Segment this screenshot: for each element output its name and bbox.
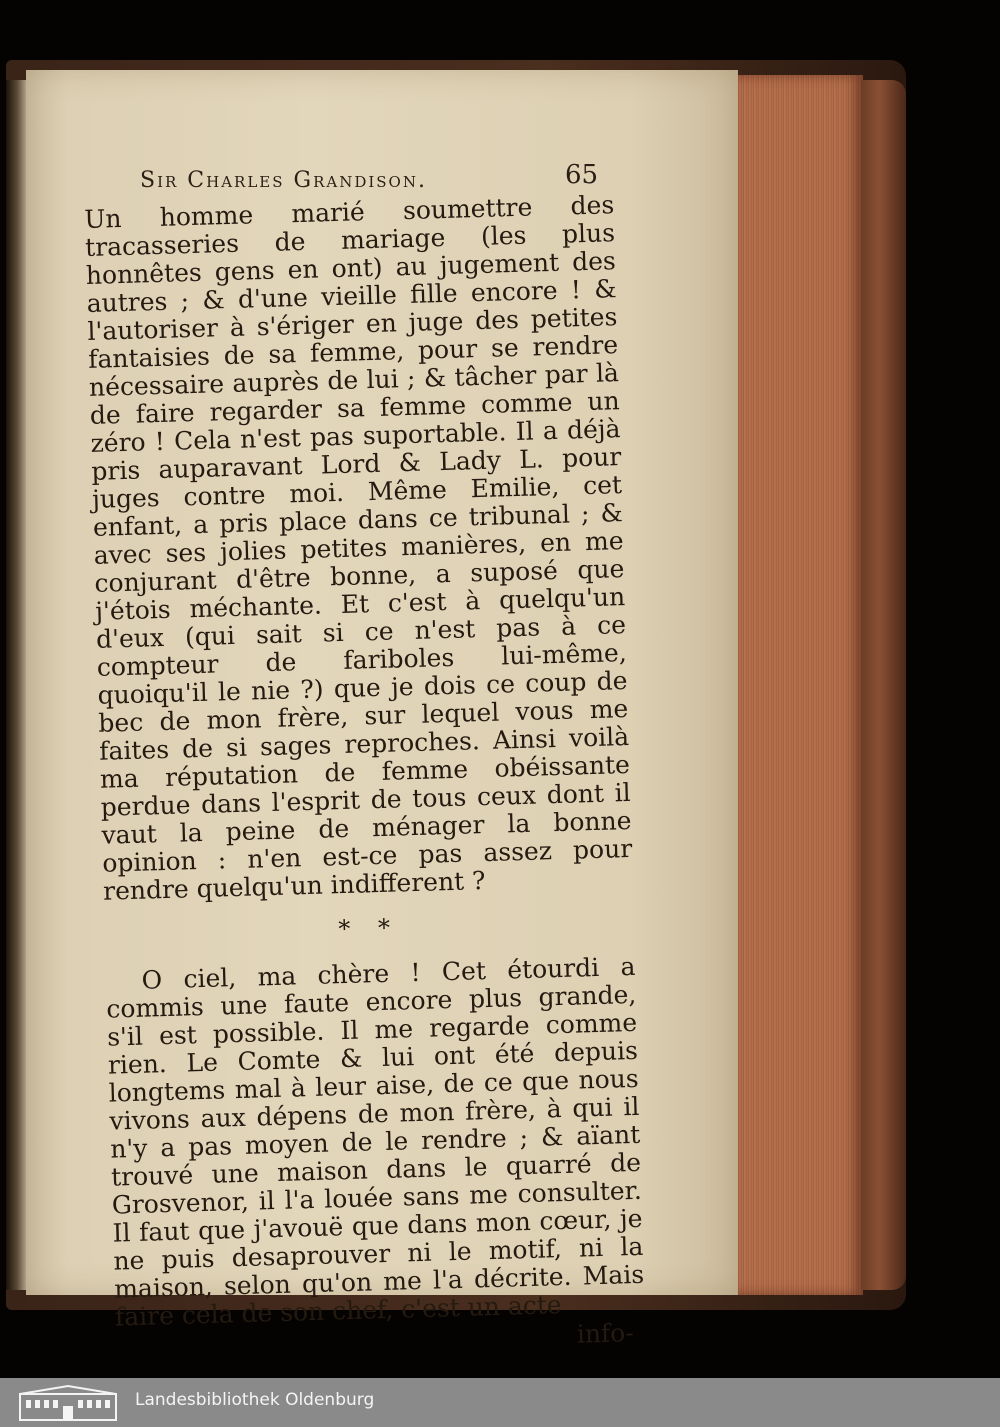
page-text — [84, 191, 646, 1361]
page-edges — [738, 75, 863, 1295]
page-number: 65 — [565, 160, 599, 190]
cover-edge — [861, 80, 906, 1290]
library-name: Landesbibliothek Oldenburg — [135, 1390, 375, 1410]
footer-bar — [0, 1378, 1000, 1427]
section-separator: * * — [338, 913, 401, 944]
running-head: Sir Charles Grandison. — [140, 168, 427, 193]
gutter — [6, 80, 28, 1290]
paragraph-2: O ciel, ma chère ! Cet étourdi a commis une faute encore plus grande, s'il est possible. Il me regarde comme rien. Le Comte & lui ont été depuis longtems mal à leur aise, de ce que nous vivons aux dépens de mon frère, à qui il n'y a pas moyen de le rendre ; & aïant trouvé une maison dans le quarré de Grosvenor, il l'a louée sans me consulter. Il faut que j'avouë que dans mon cœur, je ne puis desaprouver ni le motif, ni la maison, selon qu'on me l'a décrite. Mais faire cela de son chef, c'est un acte — [106, 951, 645, 1332]
catchword: info- — [576, 1318, 635, 1349]
paragraph-1: Un homme marié soumettre des tracasseries de mariage (les plus honnêtes gens en ont) au jugement des autres ; & d'une vieille fille encore ! & l'autoriser à s'ériger en juge des petites fantaisies de sa femme, pour se rendre nécessaire auprès de lui ; & tâcher par là de faire regarder sa femme comme un zéro ! Cela n'est pas suportable. Il a déjà pris auparavant Lord & Lady L. pour juges contre moi. Même Emilie, cet enfant, a pris place dans ce tribunal ; & avec ses jolies petites manières, en me conjurant d'être bonne, a suposé que j'étois méchante. Et c'est à quelqu'un d'eux (qui sait si ce n'est pas à ce compteur de fariboles lui-même, quoiqu'il le nie ?) que je dois ce coup de bec de mon frère, sur lequel vous me faites de si sages reproches. Ainsi voilà ma réputation de femme obéissante perdue dans l'esprit de tous ceux dont il vaut la peine de ménager la bonne opinion : n'en est-ce pas assez pour rendre quelqu'un indifferent ? — [83, 190, 633, 906]
library-building-icon — [18, 1384, 118, 1422]
